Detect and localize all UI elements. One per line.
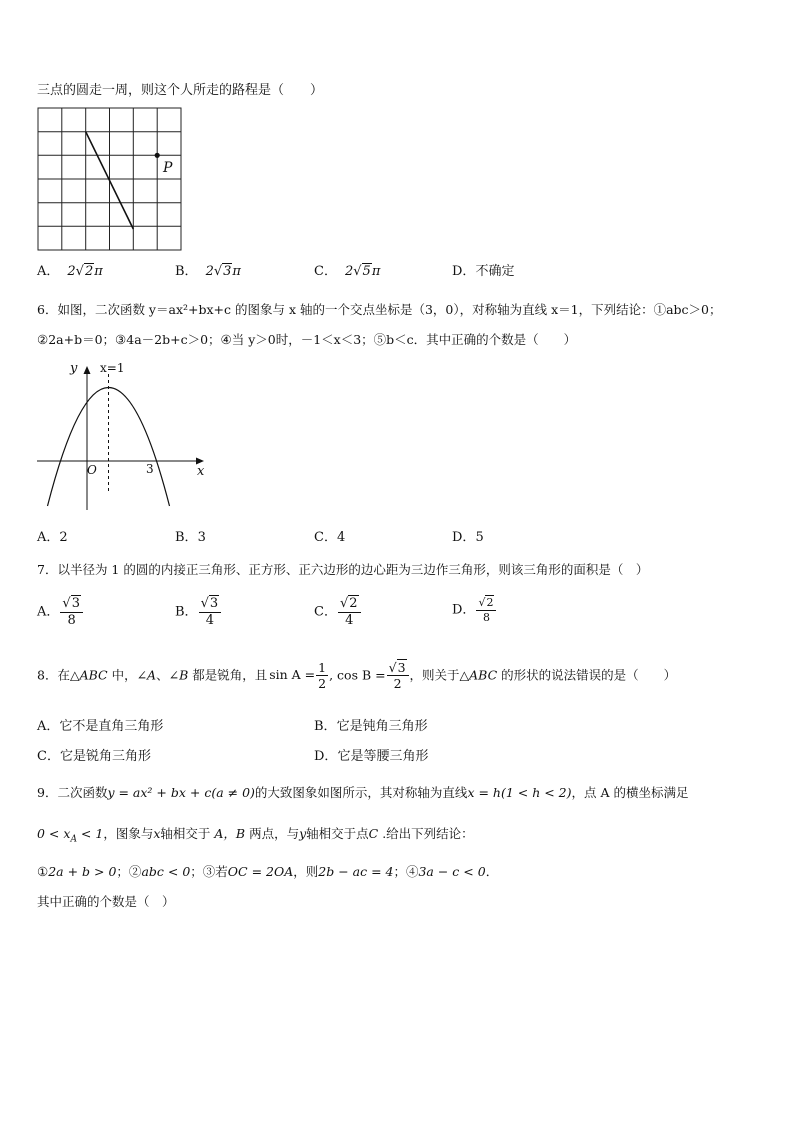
q7-option-d: D． $\frac{√2}{8}$ [452,597,497,623]
q5-option-d: D．不确定 [452,264,515,279]
q5-point-label: P [163,160,173,176]
q7-option-a: A． $\frac{√3}{8}$ [37,597,84,627]
q8-option-c: C．它是锐角三角形 [37,749,151,764]
q8-option-b: B．它是钝角三角形 [314,719,428,734]
q6-y-label: y [70,361,78,376]
q6-x-label: x [197,464,205,479]
q6-origin-label: O [87,463,97,477]
q5-grid-figure [37,107,183,253]
q5-stem-end: 三点的圆走一周，则这个人所走的路程是（ ） [37,83,324,98]
q6-option-c: C．4 [314,530,346,545]
q5-option-a: A． 2√2π [37,264,103,279]
q6-option-a: A．2 [37,530,68,545]
q6-option-d: D．5 [452,530,484,545]
q9-conclusions: ①2a + b > 0；②abc < 0；③若OC = 2OA，则2b − ac = 4；④3a − c < 0． [37,864,499,879]
q7-option-c: C． $\frac{√2}{4}$ [314,597,362,627]
q7-stem: 7．以半径为 1 的圆的内接正三角形、正方形、正六边形的边心距为三边作三角形，则该三角形的面积是（ ） [37,562,649,577]
q9-question: 其中正确的个数是（ ） [37,894,175,909]
q6-axis-label: x=1 [100,361,125,375]
q5-option-c: C． 2√5π [314,264,381,279]
q9-stem-line2: $0 < x_A < 1$，图象与x轴相交于 A，B 两点，与y轴相交于点C .给出下列结论： [37,826,474,845]
q6-y-arrow [84,366,91,374]
q6-stem-line1: 6．如图，二次函数 y＝ax²+bx+c 的图象与 x 轴的一个交点坐标是（3，0），对称轴为直线 x＝1，下列结论：①abc＞0； [37,302,722,317]
q8-option-a: A．它不是直角三角形 [37,719,164,734]
q5-option-b: B． 2√3π [175,264,241,279]
q9-stem-line1: 9．二次函数y = ax² + bx + c(a ≠ 0)的大致图象如图所示，其对称轴为直线x = h(1 < h < 2)，点 A 的横坐标满足 [37,785,689,800]
q6-parabola-graph [34,356,214,514]
q6-option-b: B．3 [175,530,206,545]
q7-option-b: B． $\frac{√3}{4}$ [175,597,222,627]
q8-stem: 8．在△ABC 中，∠A、∠B 都是锐角，且 sin A = $\frac{1}{2}$ , cos B = $\frac{√3}{2}$ ，则关于△ABC 的形状的说法错误的是（ ） [37,660,677,692]
q6-stem-line2: ②2a+b＝0；③4a－2b+c＞0；④当 y＞0时，－1＜x＜3；⑤b＜c．其中正确的个数是（ ） [37,332,577,347]
q6-three-label: 3 [146,462,154,476]
q5-point-p [155,153,160,158]
q8-option-d: D．它是等腰三角形 [314,749,429,764]
